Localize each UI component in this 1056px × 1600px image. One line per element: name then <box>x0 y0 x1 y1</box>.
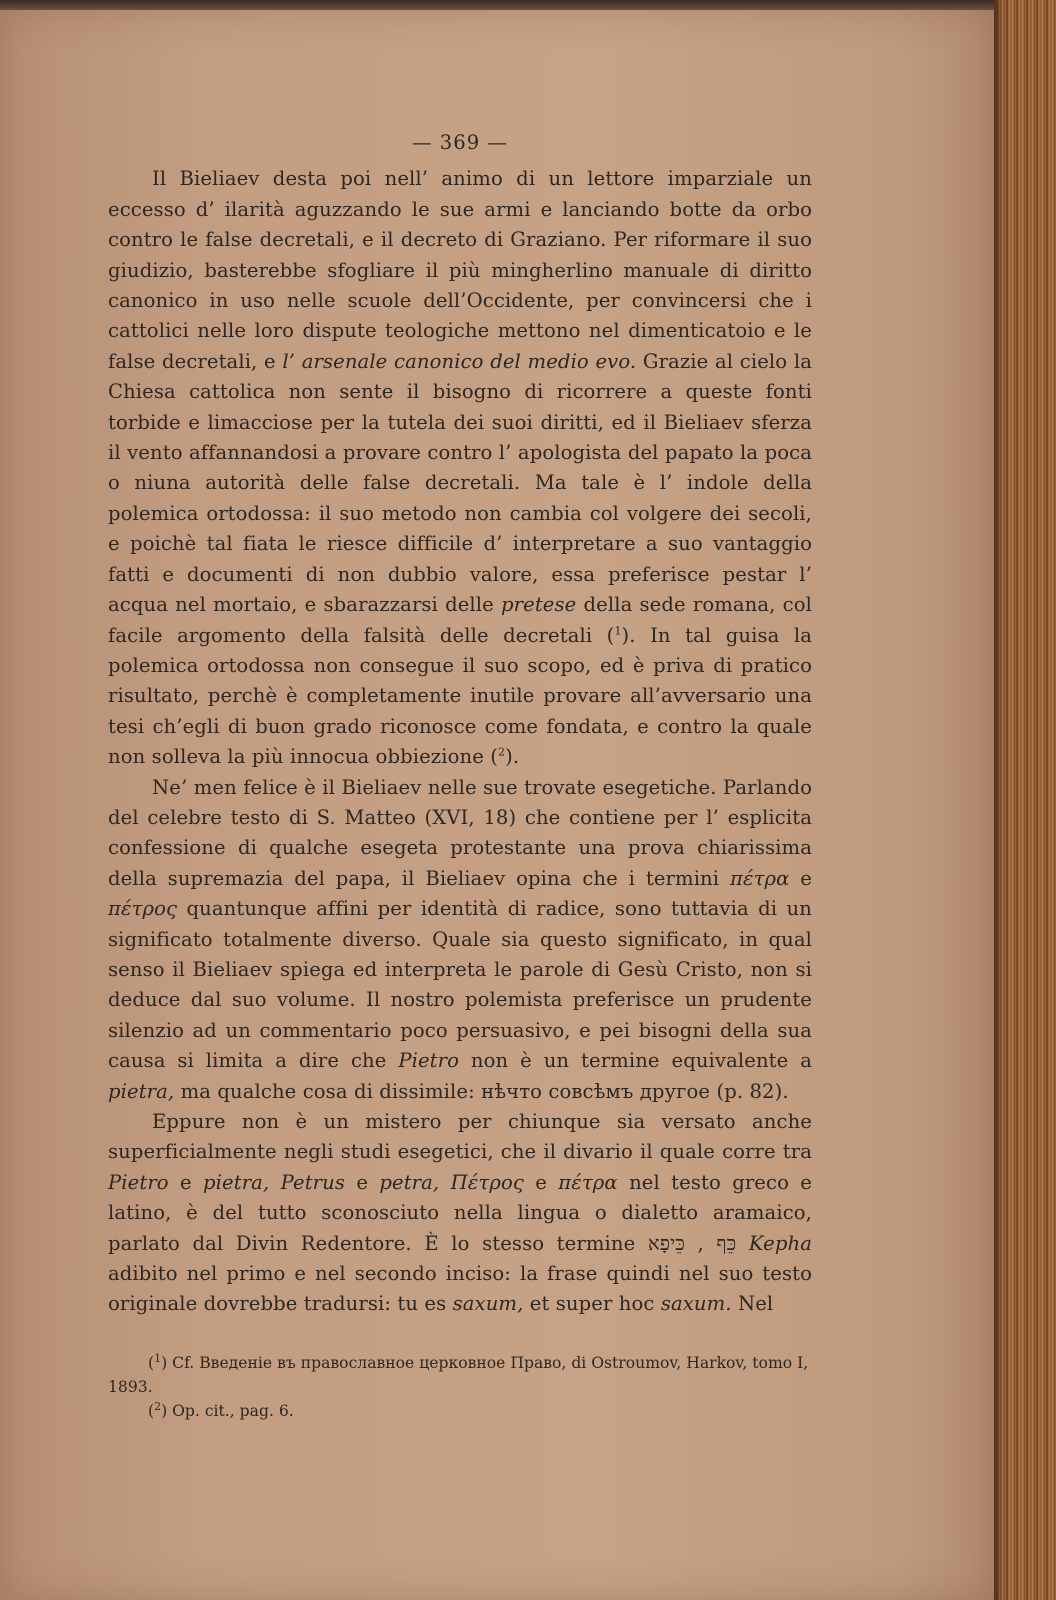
footnote-mark: 2 <box>154 1399 162 1413</box>
text-run: Eppure non è un mistero per chiunque sia versato anche superficialmente negli studi esegetici, che il divario il quale corre tra <box>108 1110 812 1164</box>
paragraph-1 <box>108 164 812 772</box>
italic-run: πέτρα <box>729 866 790 890</box>
text-run: Ne’ men felice è il Bieliaev nelle sue trovate esegetiche. Parlando del celebre testo di S. Matteo (XVI, 18) che contiene per l’ esplicita confessione di qualche esegeta protestante una prova chiarissima della supremazia del papa, il Bieliaev opina che i termini <box>108 775 812 890</box>
italic-run: saxum. <box>660 1292 732 1316</box>
text-run: Grazie al cielo la Chiesa cattolica non sente il bisogno di ricorrere a queste fonti torbide e limacciose per la tutela dei suoi diritti, ed il Bieliaev sferza il vento affannandosi a provare contro l’ apologista del papato la poca o niuna autorità delle false decretali. Ma tale è l’ indole della polemica ortodossa: il suo metodo non cambia col volgere dei secoli, e poichè tal fiata le riesce difficile d’ interpretare a suo vantaggio fatti e documenti di non dubbio valore, essa preferisce pestar l’ acqua nel mortaio, e sbarazzarsi delle <box>108 349 812 617</box>
footnote-ref: 1 <box>614 623 622 637</box>
text-run: ). <box>505 745 520 769</box>
italic-run: saxum, <box>452 1292 524 1316</box>
italic-run: πέτρος <box>108 897 178 921</box>
footnote-mark: 1 <box>154 1351 162 1365</box>
italic-run: Pietro <box>108 1170 169 1194</box>
footnote-text: Op. cit., pag. 6. <box>167 1402 294 1420</box>
text-run: ma qualche cosa di dissimile: нѣчто совсѣмъ другое (p. 82). <box>174 1079 789 1103</box>
text-run: e <box>523 1170 559 1194</box>
text-run: della sede romana, col facile argomento della falsità delle decretali ( <box>108 593 812 647</box>
paragraph-2 <box>108 773 812 1107</box>
italic-run: pietra, <box>108 1079 175 1103</box>
footnote-1: ($^1$) Cf. Введеніе въ православное церковное Право, di Ostroumov, Harkov, tomo I, 1893. <box>108 1351 809 1396</box>
text-run: e <box>789 866 812 890</box>
text-run: quantunque affini per identità di radice, sono tuttavia di un significato totalmente diverso. Quale sia questo significato, in qual senso il Bieliaev spiega ed interpreta le parole di Gesù Cristo, non si deduce dal suo volume. Il nostro polemista preferisce un prudente silenzio ad un commentario poco persuasivo, e pei bisogni della sua causa si limita a dire che <box>108 897 812 1073</box>
top-edge <box>0 0 1056 10</box>
italic-run: pietra, Petrus <box>203 1170 346 1194</box>
footnotes <box>108 1351 812 1423</box>
paragraph-3 <box>108 1107 812 1320</box>
page-edge-shadow <box>994 0 1004 1600</box>
italic-run: l’ arsenale canonico del medio evo. <box>282 349 637 373</box>
footnote-ref: 2 <box>497 745 506 759</box>
italic-run: pretese <box>501 593 577 617</box>
italic-run: πέτρα <box>558 1170 618 1194</box>
italic-run: Kepha <box>748 1231 812 1255</box>
page-number: — 369 — <box>411 131 509 154</box>
text-run: e <box>345 1170 380 1194</box>
text-run: e <box>168 1170 204 1194</box>
footnote-2: ($^2$) Op. cit., pag. 6. <box>148 1399 294 1420</box>
text-run: Il Bieliaev desta poi nell’ animo di un lettore imparziale un eccesso d’ ilarità aguzzando le sue armi e lanciando botte da orbo contro le false decretali, e il decreto di Graziano. Per riformare il suo giudizio, basterebbe sfogliare il più mingherlino manuale di diritto canonico in uso nelle scuole dell’Occidente, per convincersi che i cattolici nelle loro dispute teologiche mettono nel dimenticatoio e le false decretali, e <box>108 167 812 373</box>
body-text <box>108 128 812 1320</box>
italic-run: petra, Πέτρος <box>379 1170 524 1194</box>
text-run: et super hoc <box>523 1292 661 1316</box>
footnote-text: Cf. Введеніе въ православное церковное Право, di Ostroumov, Harkov, tomo I, 1893. <box>108 1354 809 1396</box>
text-run: ). In tal guisa la polemica ortodossa non consegue il suo scopo, ed è priva di pratico risultato, perchè è completamente inutile provare all’avversario una tesi ch’egli di buon grado riconosce come fondata, e contro la quale non solleva la più innocua obbiezione ( <box>108 623 813 769</box>
text-run: Nel <box>731 1292 774 1316</box>
text-run: nel testo greco e latino, è del tutto sconosciuto nella lingua o dialetto aramaico, parlato dal Divin Redentore. È lo stesso termine כֵּף , כֵּיפָא <box>108 1170 812 1255</box>
text-run: non è un termine equivalente a <box>459 1049 812 1073</box>
text-run: adibito nel primo e nel secondo inciso: la frase quindi nel suo testo originale dovrebbe tradursi: tu es <box>108 1262 812 1316</box>
italic-run: Pietro <box>398 1049 460 1073</box>
